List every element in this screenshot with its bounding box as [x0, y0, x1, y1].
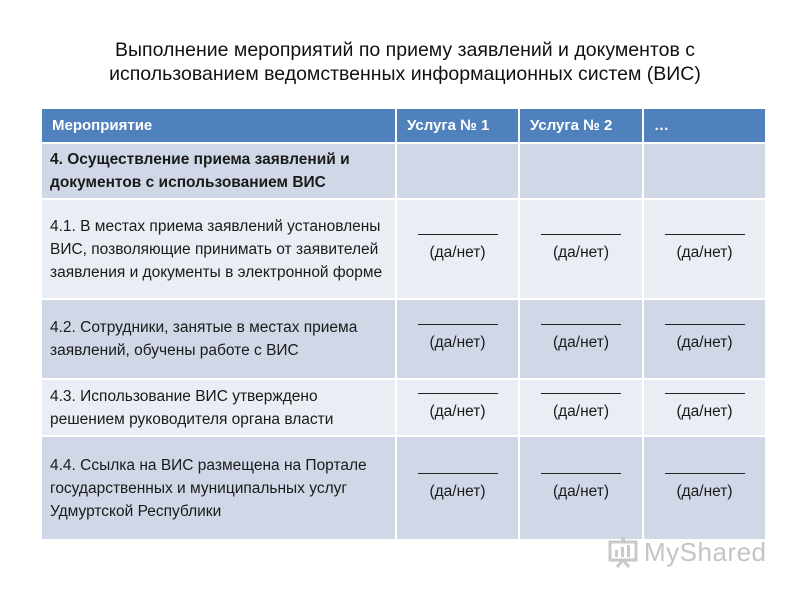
answer-cell: [396, 299, 519, 379]
answer-cell: [643, 199, 766, 299]
page-title: [60, 38, 750, 86]
row-label: 4.1. В местах приема заявлений установлены ВИС, позволяющие принимать от заявителей заявления и документы в электронной форме: [41, 199, 396, 299]
section-cell-empty: [643, 143, 766, 199]
answer-hint: (да/нет): [429, 334, 486, 351]
row-label: 4.3. Использование ВИС утверждено решением руководителя органа власти: [41, 379, 396, 436]
header-measure: Мероприятие: [41, 108, 396, 143]
row-label: 4.4. Ссылка на ВИС размещена на Портале государственных и муниципальных услуг Удмуртской Республики: [41, 436, 396, 540]
answer-hint: (да/нет): [676, 334, 733, 351]
answer-blank-line: [541, 393, 621, 394]
answer-cell: [396, 199, 519, 299]
measures-table: [40, 107, 767, 541]
answer-cell: [396, 379, 519, 436]
header-service-1: Услуга № 1: [396, 108, 519, 143]
myshared-watermark: [608, 536, 767, 568]
answer-cell: [643, 299, 766, 379]
answer-hint: (да/нет): [552, 334, 610, 351]
answer-hint: (да/нет): [676, 483, 733, 500]
table-row: [41, 379, 766, 436]
title-line-2: использованием ведомственных информационных систем (ВИС): [109, 63, 701, 85]
answer-cell: [519, 436, 643, 540]
myshared-logo-icon: [608, 536, 638, 568]
answer-hint: (да/нет): [429, 244, 486, 261]
answer-hint: (да/нет): [676, 244, 733, 261]
answer-hint: (да/нет): [429, 402, 486, 420]
header-service-2: Услуга № 2: [519, 108, 643, 143]
answer-blank-line: [541, 473, 621, 474]
answer-blank-line: [665, 234, 745, 235]
answer-cell: [519, 379, 643, 436]
table-header-row: [41, 108, 766, 143]
table-row: [41, 199, 766, 299]
answer-cell: [519, 299, 643, 379]
answer-blank-line: [418, 473, 498, 474]
section-label: 4. Осуществление приема заявлений и документов с использованием ВИС: [41, 143, 396, 199]
answer-cell: [643, 436, 766, 540]
answer-cell: [396, 436, 519, 540]
header-more: …: [643, 108, 766, 143]
section-cell-empty: [519, 143, 643, 199]
answer-hint: (да/нет): [552, 402, 610, 420]
section-cell-empty: [396, 143, 519, 199]
table-section-row: [41, 143, 766, 199]
table-row: [41, 436, 766, 540]
answer-blank-line: [665, 473, 745, 474]
answer-blank-line: [418, 234, 498, 235]
answer-blank-line: [665, 393, 745, 394]
answer-hint: (да/нет): [552, 244, 610, 261]
table-row: [41, 299, 766, 379]
answer-hint: (да/нет): [676, 402, 733, 420]
answer-hint: (да/нет): [552, 483, 610, 500]
watermark-text: MyShared: [644, 536, 767, 567]
answer-blank-line: [665, 324, 745, 325]
answer-cell: [643, 379, 766, 436]
title-line-1: Выполнение мероприятий по приему заявлений и документов с: [115, 39, 695, 61]
answer-hint: (да/нет): [429, 483, 486, 500]
answer-blank-line: [541, 234, 621, 235]
answer-blank-line: [418, 324, 498, 325]
answer-cell: [519, 199, 643, 299]
answer-blank-line: [541, 324, 621, 325]
answer-blank-line: [418, 393, 498, 394]
row-label: 4.2. Сотрудники, занятые в местах приема заявлений, обучены работе с ВИС: [41, 299, 396, 379]
